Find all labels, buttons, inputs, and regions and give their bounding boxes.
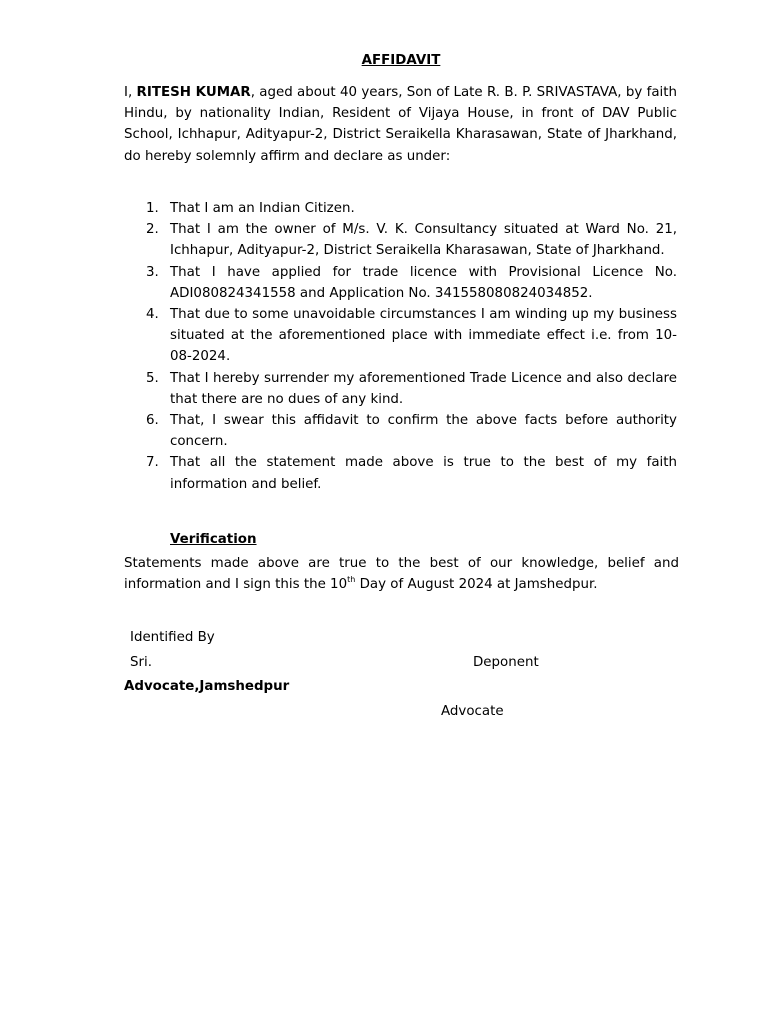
identified-by-label: Identified By <box>130 630 215 645</box>
list-item <box>124 219 677 261</box>
item-text: That I am the owner of M/s. V. K. Consultancy situated at Ward No. 21, Ichhapur, Adityapur-2, District Seraikella Kharasawan, State of Jharkhand. <box>170 222 677 259</box>
verification-text-before: Statements made above are true to the best of our knowledge, belief and information and I sign this the 10 <box>124 556 679 593</box>
verification-sup: th <box>347 575 356 585</box>
item-text: That I have applied for trade licence with Provisional Licence No. ADI080824341558 and Application No. 341558080824034852. <box>170 264 677 301</box>
item-number: 7. <box>146 455 159 471</box>
list-item <box>124 198 677 219</box>
item-text: That I hereby surrender my aforementioned Trade Licence and also declare that there are no dues of any kind. <box>170 370 677 407</box>
verification-text-after: Day of August 2024 at Jamshedpur. <box>355 577 598 593</box>
item-text: That, I swear this affidavit to confirm the above facts before authority concern. <box>170 413 677 450</box>
sri-label: Sri. <box>130 655 152 670</box>
verification-paragraph <box>124 553 679 595</box>
item-number: 1. <box>146 201 159 216</box>
item-number: 3. <box>146 264 159 280</box>
advocate-label: Advocate <box>441 704 504 719</box>
list-item <box>124 262 677 304</box>
item-number: 2. <box>146 222 159 238</box>
advocate-place-label: Advocate,Jamshedpur <box>124 679 290 694</box>
list-item <box>124 452 677 494</box>
deponent-label: Deponent <box>473 655 539 670</box>
item-number: 4. <box>146 307 159 323</box>
deponent-name: RITESH KUMAR <box>136 85 251 100</box>
item-text: That I am an Indian Citizen. <box>170 201 355 216</box>
intro-text: , aged about 40 years, Son of Late R. B. P. SRIVASTAVA, by faith Hindu, by nationality Indian, Resident of Vijaya House, in front of DAV Public School, Ichhapur, Adityapur-2, District Seraikella Kharasawan, State of Jharkhand, do hereby solemnly affirm and declare as under: <box>124 85 677 164</box>
item-text: That all the statement made above is true to the best of my faith information and belief. <box>170 455 677 492</box>
document-title: AFFIDAVIT <box>361 53 441 68</box>
intro-paragraph <box>124 82 677 167</box>
intro-prefix: I, <box>124 85 137 100</box>
item-number: 6. <box>146 413 159 429</box>
list-item <box>124 410 677 452</box>
item-text: That due to some unavoidable circumstances I am winding up my business situated at the aforementioned place with immediate effect i.e. from 10-08-2024. <box>170 307 677 365</box>
list-item <box>124 304 677 368</box>
verification-heading: Verification <box>170 532 257 547</box>
list-item <box>124 368 677 410</box>
declaration-list <box>124 198 677 495</box>
item-number: 5. <box>146 370 159 386</box>
